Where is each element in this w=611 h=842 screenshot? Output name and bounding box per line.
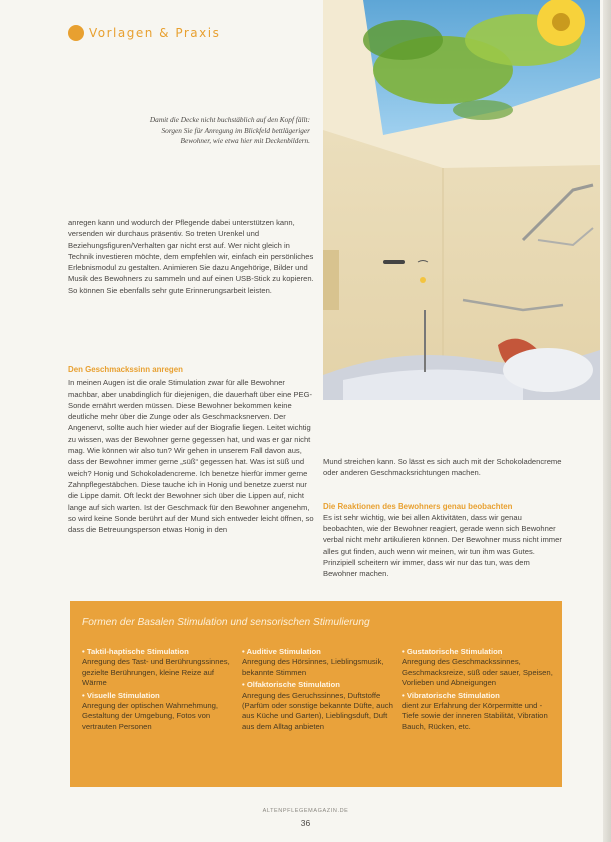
item-title: • Vibratorische Stimulation (402, 690, 500, 700)
item-text: Anregung der optischen Wahrnehmung, Gestaltung der Umgebung, Fotos von vertrauten Personen (82, 701, 219, 731)
infobox-column-1 (82, 647, 234, 734)
page-number: 36 (300, 818, 311, 828)
item-text: Anregung des Hörsinnes, Lieblingsmusik, bekannte Stimmen (242, 657, 384, 677)
page-edge (603, 0, 611, 842)
item-title: • Gustatorische Stimulation (402, 647, 503, 656)
item-text: Anregung des Geruchssinnes, Duftstoffe (Parfüm oder sonstige bekannte Düfte, auch aus Küche und Garten), Lieblingsduft, Duft aus dem Alltag anbieten (242, 690, 393, 731)
infobox-title: Formen der Basalen Stimulation und sensorischen Stimulierung (82, 617, 370, 628)
list-item (402, 691, 554, 733)
intro-paragraph: anregen kann und wodurch der Pflegende dabei unterstützen kann, versenden wir durchaus präsentiv. So treten Urenkel und Beziehungsfiguren/Verhalten gar nicht erst auf. Wer nicht gleich in Technik investieren möchte, dem empfehlen wir, einfach ein persönliches Erlebnismodul zu gestalten. Animieren Sie dazu Angehörige, Bilder und Musik des Bewohners zu sammeln und auf einen USB-Stick zu kopieren. So können Sie ebenfalls sehr gute Erinnerungsarbeit leisten. (68, 218, 314, 295)
item-title: • Auditive Stimulation (242, 647, 321, 656)
observation-paragraph: Es ist sehr wichtig, wie bei allen Aktivitäten, dass wir genau beobachten, wie der Bewohner reagiert, gerade wenn sich Bewohner verbal nicht mehr artikulieren können. Der Bewohner muss nicht immer alles gut finden, auch wenn wir meinen, wir tun ihm was Gutes. Prinzipiell scheitern wir immer, dass wir nur das tun, was dem Bewohner machen. (323, 512, 562, 579)
footer-url: ALTENPFLEGEMAGAZIN.DE (262, 808, 349, 814)
taste-paragraph: In meinen Augen ist die orale Stimulation zwar für alle Bewohner machbar, aber unabdinglich für diejenigen, die dauerhaft über eine PEG-Sonde ernährt werden müssen. Diese Bewohner bekommen keine deutliche mehr über die Zunge oder als Geschmacksnerven. Der Angenervt, sollte auch hier wieder auf der Biografie liegen. Leitet wichtig zu wissen, was der Bewohner gerne gegessen hat, und was er gar nicht mag. Wie können wir also tun? Wir gehen in unserem Fall davon aus, dass der Bewohner immer gerne „süß“ gegessen hat. Was ist süß und weich? Honig und Schokoladencreme. Ich benetze hierfür immer gerne Zahnpflegestäbchen. Diese tauche ich in Honig und benetze zuerst nur die Lippe damit. Oft leckt der Bewohner sich über die Lippen auf, nicht lange auf sich warten. Ist der Geschmack für den Bewohner angenehm, so wird keine Sonde berührt auf der Mund sich entweder leicht öffnen, so dass die Betreuungsperson etwas Honig in den (68, 378, 314, 535)
section-label: Vorlagen & Praxis (89, 26, 221, 40)
ceiling-photo (323, 0, 600, 400)
photo-caption: Damit die Decke nicht buchstäblich auf den Kopf fällt: Sorgen Sie für Anregung im Blickfeld bettlägeriger Bewohner, wie etwa hier mit Deckenbildern. (149, 115, 310, 146)
list-item (82, 691, 234, 733)
infobox-column-2 (242, 647, 394, 734)
list-item (402, 647, 554, 689)
item-text: dient zur Erfahrung der Körpermitte und -Tiefe sowie der inneren Stabilität, Vibration Bauch, Rücken, etc. (402, 701, 548, 731)
item-text: Anregung des Geschmackssinnes, Geschmacksreize, süß oder sauer, Speisen, Vorlieben und Abneigungen (402, 657, 553, 688)
section-tag (68, 22, 220, 44)
infobox-column-3 (402, 647, 554, 734)
item-title: • Olfaktorische Stimulation (242, 680, 340, 690)
item-title: • Visuelle Stimulation (82, 690, 160, 700)
list-item (82, 647, 234, 689)
list-item (242, 680, 394, 732)
section-dot (68, 25, 84, 41)
observation-heading: Die Reaktionen des Bewohners genau beobachten (323, 501, 513, 511)
stimulation-infobox (70, 601, 562, 787)
taste-heading: Den Geschmackssinn anregen (68, 365, 183, 374)
right-column (323, 456, 563, 580)
intro-column (68, 217, 316, 296)
item-title: • Taktil-haptische Stimulation (82, 647, 189, 656)
taste-section (68, 364, 316, 535)
continuation-paragraph: Mund streichen kann. So lässt es sich auch mit der Schokoladencreme oder anderen Geschmacksrichtungen machen. (323, 457, 562, 478)
list-item (242, 647, 394, 678)
item-text: Anregung des Tast- und Berührungssinnes, gezielte Berührungen, kleine Reize auf Wärme (82, 657, 230, 688)
photo-illustration (323, 0, 600, 400)
